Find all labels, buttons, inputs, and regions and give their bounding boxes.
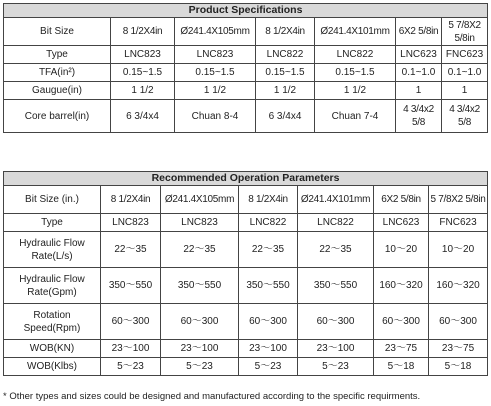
cell: LNC823 (175, 46, 256, 64)
spec-row-gauge (4, 82, 488, 100)
params-row-bit-size (4, 186, 488, 214)
params-row-flow-ls (4, 232, 488, 268)
cell: 23～100 (239, 340, 298, 358)
cell: 22～35 (101, 232, 161, 268)
cell: 6X2 5/8in (374, 186, 429, 214)
cell: 4 3/4x2 5/8 (442, 100, 488, 133)
cell: LNC822 (256, 46, 315, 64)
row-label: Hydraulic Flow Rate(Gpm) (4, 268, 101, 304)
cell: 23～100 (101, 340, 161, 358)
cell: 5 7/8X2 5/8in (429, 186, 488, 214)
cell: 60～300 (101, 304, 161, 340)
params-row-rotation (4, 304, 488, 340)
spec-row-type (4, 46, 488, 64)
cell: 160～320 (429, 268, 488, 304)
cell: 160～320 (374, 268, 429, 304)
cell: LNC623 (396, 46, 442, 64)
cell: 22～35 (239, 232, 298, 268)
cell: 350～550 (101, 268, 161, 304)
cell: 60～300 (374, 304, 429, 340)
cell: 1 (442, 82, 488, 100)
cell: 5 7/8X2 5/8in (442, 18, 488, 46)
params-row-wob-klbs (4, 358, 488, 376)
row-label: Bit Size (4, 18, 111, 46)
cell: 1 1/2 (175, 82, 256, 100)
cell: 4 3/4x2 5/8 (396, 100, 442, 133)
spec-row-bit-size (4, 18, 488, 46)
cell: LNC823 (161, 214, 239, 232)
cell: 5～23 (298, 358, 374, 376)
cell: Ø241.4X105mm (175, 18, 256, 46)
cell: Chuan 8-4 (175, 100, 256, 133)
cell: 5～23 (161, 358, 239, 376)
cell: 6 3/4x4 (256, 100, 315, 133)
product-specifications-table (3, 3, 488, 133)
cell: 0.15~1.5 (315, 64, 396, 82)
cell: Ø241.4X101mm (315, 18, 396, 46)
cell: LNC822 (298, 214, 374, 232)
row-label: Type (4, 214, 101, 232)
cell: LNC822 (239, 214, 298, 232)
row-label: WOB(KN) (4, 340, 101, 358)
cell: FNC623 (429, 214, 488, 232)
cell: 23～75 (429, 340, 488, 358)
spec-title: Product Specifications (4, 4, 488, 18)
params-title: Recommended Operation Parameters (4, 172, 488, 186)
cell: 350～550 (239, 268, 298, 304)
cell: 22～35 (161, 232, 239, 268)
cell: 10～20 (429, 232, 488, 268)
spec-row-tfa (4, 64, 488, 82)
spec-title-row (4, 4, 488, 18)
cell: 10～20 (374, 232, 429, 268)
row-label: WOB(Klbs) (4, 358, 101, 376)
cell: 5～23 (101, 358, 161, 376)
row-label: Bit Size (in.) (4, 186, 101, 214)
cell: FNC623 (442, 46, 488, 64)
cell: 60～300 (161, 304, 239, 340)
params-title-row (4, 172, 488, 186)
params-row-wob-kn (4, 340, 488, 358)
cell: 8 1/2X4in (111, 18, 175, 46)
row-label: TFA(in²) (4, 64, 111, 82)
row-label: Gaugue(in) (4, 82, 111, 100)
cell: 22～35 (298, 232, 374, 268)
cell: 0.1~1.0 (396, 64, 442, 82)
cell: 5～23 (239, 358, 298, 376)
cell: 5～18 (429, 358, 488, 376)
row-label: Hydraulic Flow Rate(L/s) (4, 232, 101, 268)
cell: 1 (396, 82, 442, 100)
cell: LNC623 (374, 214, 429, 232)
cell: 60～300 (239, 304, 298, 340)
cell: LNC823 (101, 214, 161, 232)
cell: 60～300 (429, 304, 488, 340)
cell: 350～550 (161, 268, 239, 304)
cell: 350～550 (298, 268, 374, 304)
cell: Ø241.4X101mm (298, 186, 374, 214)
cell: 23～100 (298, 340, 374, 358)
cell: 5～18 (374, 358, 429, 376)
params-row-type (4, 214, 488, 232)
cell: 0.15~1.5 (111, 64, 175, 82)
spec-row-core-barrel (4, 100, 488, 133)
cell: 6X2 5/8in (396, 18, 442, 46)
cell: 23～75 (374, 340, 429, 358)
cell: 8 1/2X4in (256, 18, 315, 46)
cell: 1 1/2 (111, 82, 175, 100)
cell: 6 3/4x4 (111, 100, 175, 133)
cell: 0.1~1.0 (442, 64, 488, 82)
cell: LNC822 (315, 46, 396, 64)
cell: 0.15~1.5 (256, 64, 315, 82)
cell: 1 1/2 (315, 82, 396, 100)
cell: Chuan 7-4 (315, 100, 396, 133)
cell: Ø241.4X105mm (161, 186, 239, 214)
cell: 60～300 (298, 304, 374, 340)
row-label: Rotation Speed(Rpm) (4, 304, 101, 340)
row-label: Core barrel(in) (4, 100, 111, 133)
params-row-flow-gpm (4, 268, 488, 304)
row-label: Type (4, 46, 111, 64)
operation-parameters-table (3, 171, 488, 376)
cell: 1 1/2 (256, 82, 315, 100)
cell: 0.15~1.5 (175, 64, 256, 82)
cell: 8 1/2X4in (101, 186, 161, 214)
cell: LNC823 (111, 46, 175, 64)
cell: 8 1/2X4in (239, 186, 298, 214)
footnote: * Other types and sizes could be designed and manufactured according to the specific requirments. (3, 391, 421, 402)
cell: 23～100 (161, 340, 239, 358)
